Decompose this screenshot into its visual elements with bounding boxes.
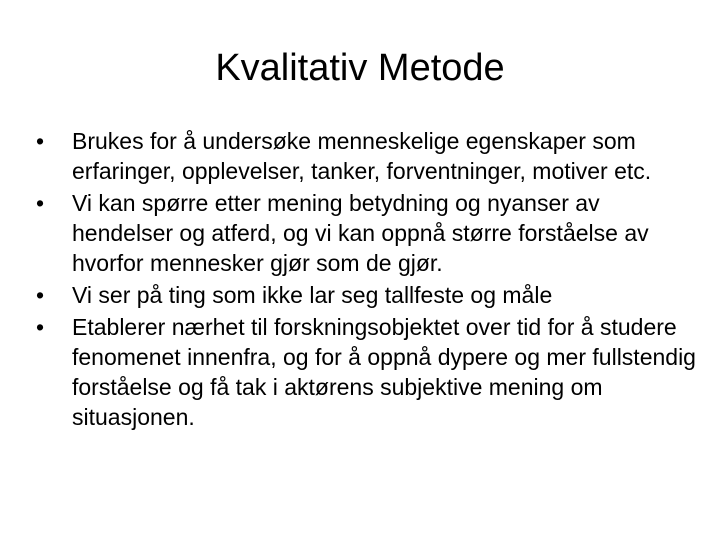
bullet-icon: • <box>36 128 45 154</box>
bullet-text: Etablerer nærhet til forskningsobjektet over tid for å studere fenomenet innenfra, og for å oppnå dypere og mer fullstendig forståelse og få tak i aktørens subjektive mening om situasjonen. <box>72 314 696 430</box>
bullet-item <box>36 312 696 432</box>
bullet-icon: • <box>36 282 45 308</box>
bullet-text: Vi kan spørre etter mening betydning og nyanser av hendelser og atferd, og vi kan oppnå større forståelse av hvorfor mennesker gjør som de gjør. <box>72 190 649 276</box>
bullet-text: Vi ser på ting som ikke lar seg tallfeste og måle <box>72 282 553 308</box>
bullet-icon: • <box>36 190 45 216</box>
bullet-icon: • <box>36 314 45 340</box>
bullet-item <box>36 188 696 278</box>
slide-title: Kvalitativ Metode <box>215 47 505 89</box>
bullet-item <box>36 280 696 310</box>
bullet-item <box>36 126 696 186</box>
bullet-list <box>36 126 696 434</box>
bullet-text: Brukes for å undersøke menneskelige egenskaper som erfaringer, opplevelser, tanker, forventninger, motiver etc. <box>72 128 652 184</box>
